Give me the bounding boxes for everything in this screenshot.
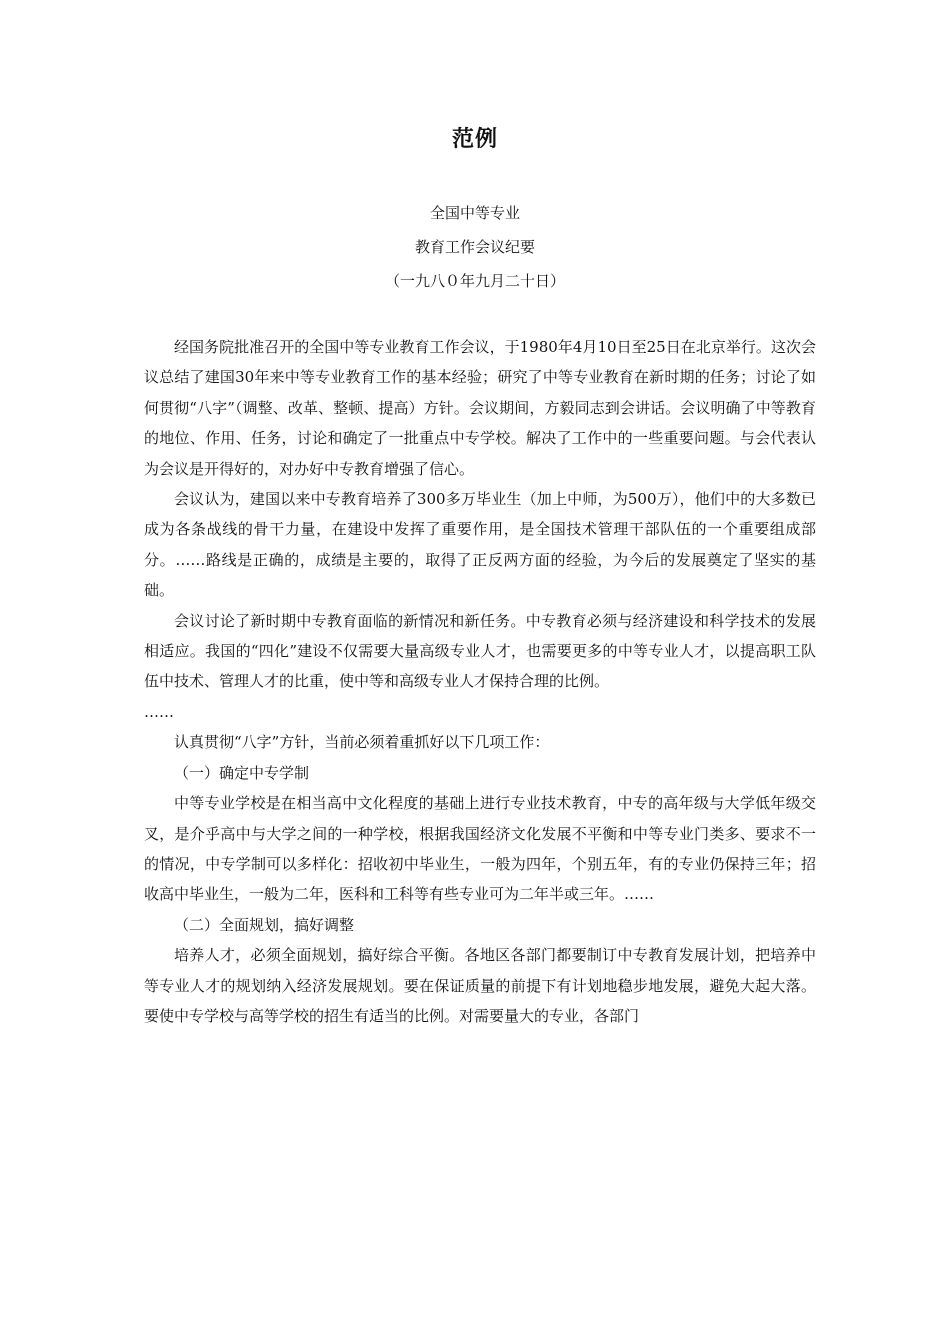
paragraph-achievements: 会议认为，建国以来中专教育培养了300多万毕业生（加上中师，为500万），他们中的大多数已成为各条战线的骨干力量，在建设中发挥了重要作用，是全国技术管理干部队伍的一个重要组成部分。……路线是正确的，成绩是主要的，取得了正反两方面的经验，为今后的发展奠定了坚实的基础。 [144, 490, 816, 600]
paragraph-ellipsis: …… [144, 702, 174, 721]
paragraph-school-system: 中等专业学校是在相当高中文化程度的基础上进行专业技术教育，中专的高年级与大学低年级交叉，是介乎高中与大学之间的一种学校，根据我国经济文化发展不平衡和中等专业门类多、要求不一的情况，中专学制可以多样化：招收初中毕业生，一般为四年，个别五年，有的专业仍保持三年；招收高中毕业生，一般为二年，医科和工科等有些专业可为二年半或三年。…… [144, 794, 816, 904]
subtitle-line-1: 全国中等专业 [429, 204, 520, 222]
page-title: 范例 [451, 127, 498, 152]
section-heading-2: （二）全面规划，搞好调整 [174, 915, 355, 934]
document-body [144, 332, 816, 1031]
subtitle-line-2: 教育工作会议纪要 [414, 238, 535, 256]
paragraph-intro: 经国务院批准召开的全国中等专业教育工作会议，于1980年4月10日至25日在北京举行。这次会议总结了建国30年来中等专业教育工作的基本经验；研究了中等专业教育在新时期的任务；讨论了如何贯彻“八字”（调整、改革、整顿、提高）方针。会议期间，方毅同志到会讲话。会议明确了中等教育的地位、作用、任务，讨论和确定了一批重点中专学校。解决了工作中的一些重要问题。与会代表认为会议是开得好的，对办好中专教育增强了信心。 [144, 338, 816, 478]
paragraph-work-items: 认真贯彻“八字”方针，当前必须着重抓好以下几项工作： [174, 733, 550, 752]
section-heading-1: （一）确定中专学制 [174, 763, 310, 782]
paragraph-planning: 培养人才，必须全面规划，搞好综合平衡。各地区各部门都要制订中专教育发展计划，把培养中等专业人才的规划纳入经济发展规划。要在保证质量的前提下有计划地稳步地发展，避免大起大落。要使中专学校与高等学校的招生有适当的比例。对需要量大的专业，各部门 [144, 946, 816, 1025]
paragraph-new-tasks: 会议讨论了新时期中专教育面临的新情况和新任务。中专教育必须与经济建设和科学技术的发展相适应。我国的“四化”建设不仅需要大量高级专业人才，也需要更多的中等专业人才，以提高职工队伍中技术、管理人才的比重，使中等和高级专业人才保持合理的比例。 [144, 611, 816, 691]
date-line: （一九八０年九月二十日） [384, 272, 565, 290]
